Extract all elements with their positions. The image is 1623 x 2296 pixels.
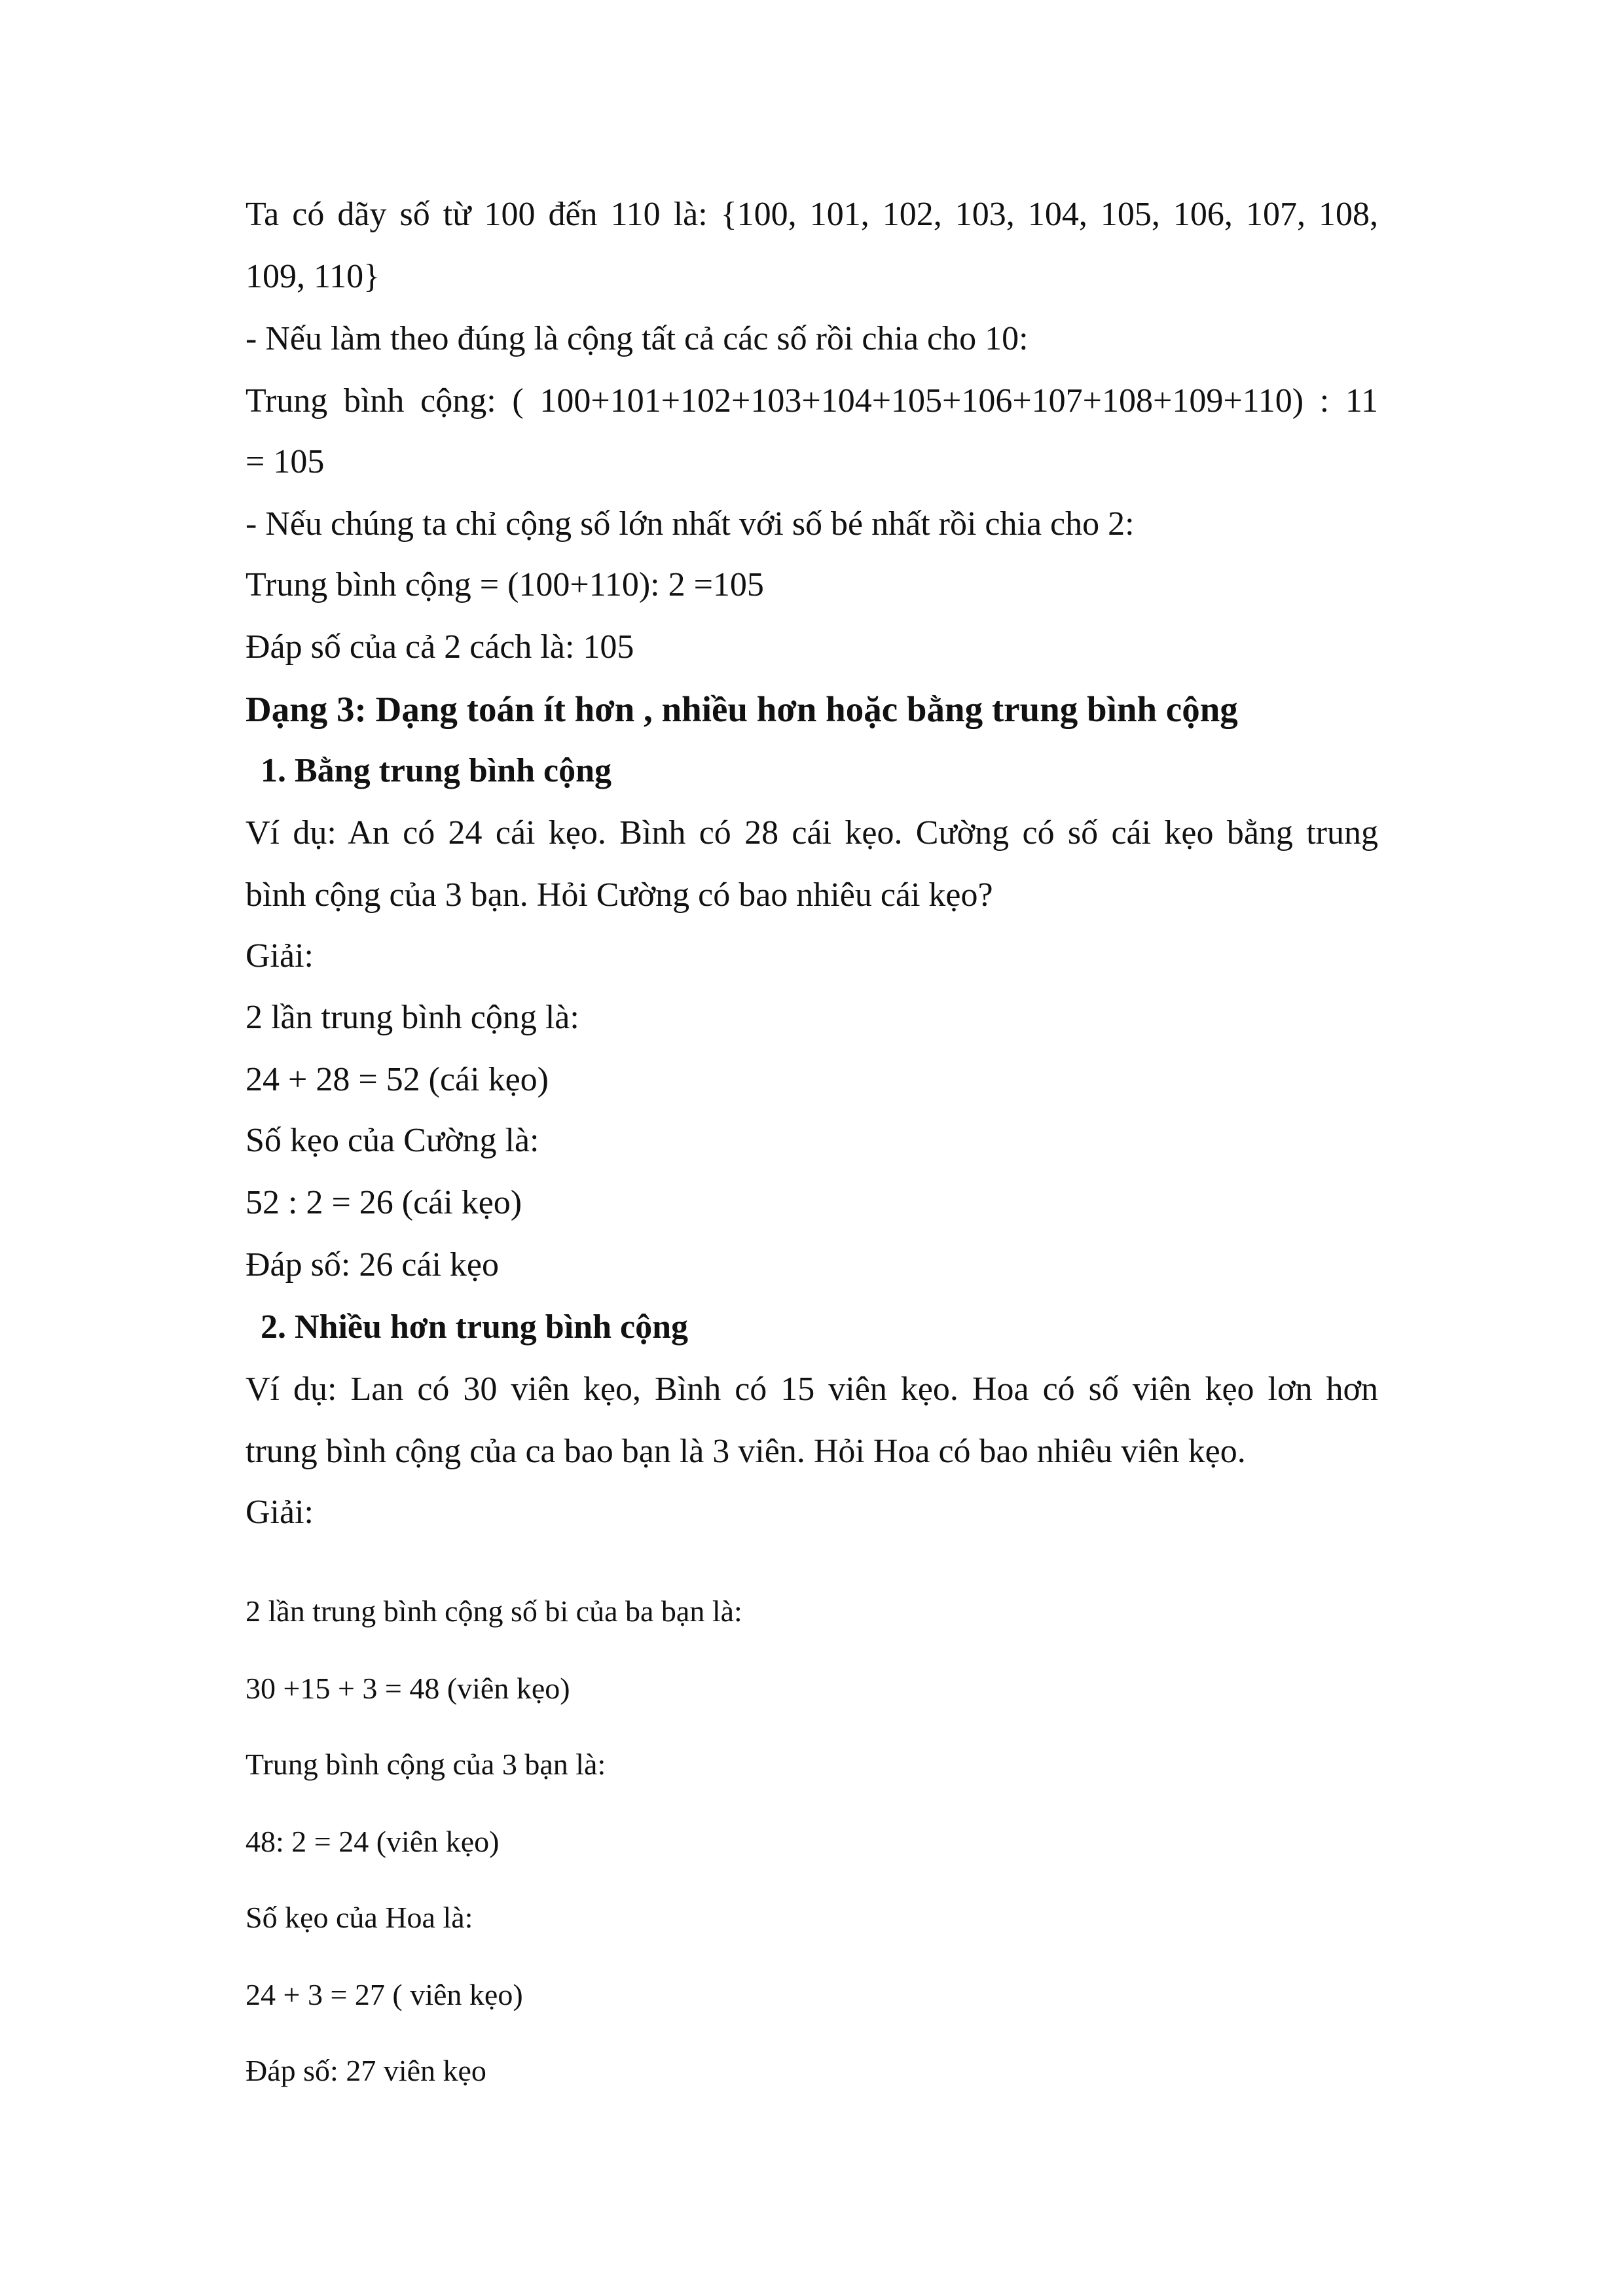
text-line: bình cộng của 3 bạn. Hỏi Cường có bao nhiêu cái kẹo? <box>246 876 993 914</box>
text-line: 109, 110} <box>246 258 380 295</box>
text-line: Giải: <box>246 937 314 975</box>
part2-title: 2. Nhiều hơn trung bình cộng <box>261 1308 688 1346</box>
text-line: - Nếu làm theo đúng là cộng tất cả các số rồi chia cho 10: <box>246 320 1029 357</box>
text-line: Trung bình cộng: ( 100+101+102+103+104+105+106+107+108+109+110) : 11 <box>246 382 1378 420</box>
solution-line: 30 +15 + 3 = 48 (viên kẹo) <box>246 1672 570 1705</box>
text-line: Đáp số: 26 cái kẹo <box>246 1246 500 1283</box>
solution-line: 24 + 3 = 27 ( viên kẹo) <box>246 1978 523 2011</box>
part1-title: 1. Bằng trung bình cộng <box>261 752 612 789</box>
text-line: Số kẹo của Cường là: <box>246 1122 539 1159</box>
text-line: = 105 <box>246 443 325 480</box>
text-line: 2 lần trung bình cộng là: <box>246 999 579 1036</box>
text-line: trung bình cộng của ca bao bạn là 3 viên. Hỏi Hoa có bao nhiêu viên kẹo. <box>246 1433 1246 1470</box>
text-line: Ví dụ: Lan có 30 viên kẹo, Bình có 15 viên kẹo. Hoa có số viên kẹo lơn hơn <box>246 1371 1378 1408</box>
solution-line: Số kẹo của Hoa là: <box>246 1901 473 1934</box>
text-line: Trung bình cộng = (100+110): 2 =105 <box>246 566 764 603</box>
text-line: Ta có dãy số từ 100 đến 110 là: {100, 101, 102, 103, 104, 105, 106, 107, 108, <box>246 196 1378 233</box>
solution-line: 2 lần trung bình cộng số bi của ba bạn là: <box>246 1594 742 1628</box>
text-line: Ví dụ: An có 24 cái kẹo. Bình có 28 cái kẹo. Cường có số cái kẹo bằng trung <box>246 814 1378 852</box>
solution-line: Đáp số: 27 viên kẹo <box>246 2054 486 2087</box>
text-line: Đáp số của cả 2 cách là: 105 <box>246 628 634 666</box>
text-line: Giải: <box>246 1494 314 1531</box>
text-line: 24 + 28 = 52 (cái kẹo) <box>246 1061 549 1098</box>
solution-line: Trung bình cộng của 3 bạn là: <box>246 1748 606 1781</box>
text-line: 52 : 2 = 26 (cái kẹo) <box>246 1184 522 1221</box>
solution-line: 48: 2 = 24 (viên kẹo) <box>246 1825 500 1858</box>
section-heading: Dạng 3: Dạng toán ít hơn , nhiều hơn hoặc bằng trung bình cộng <box>246 689 1238 729</box>
text-line: - Nếu chúng ta chỉ cộng số lớn nhất với số bé nhất rồi chia cho 2: <box>246 505 1135 543</box>
